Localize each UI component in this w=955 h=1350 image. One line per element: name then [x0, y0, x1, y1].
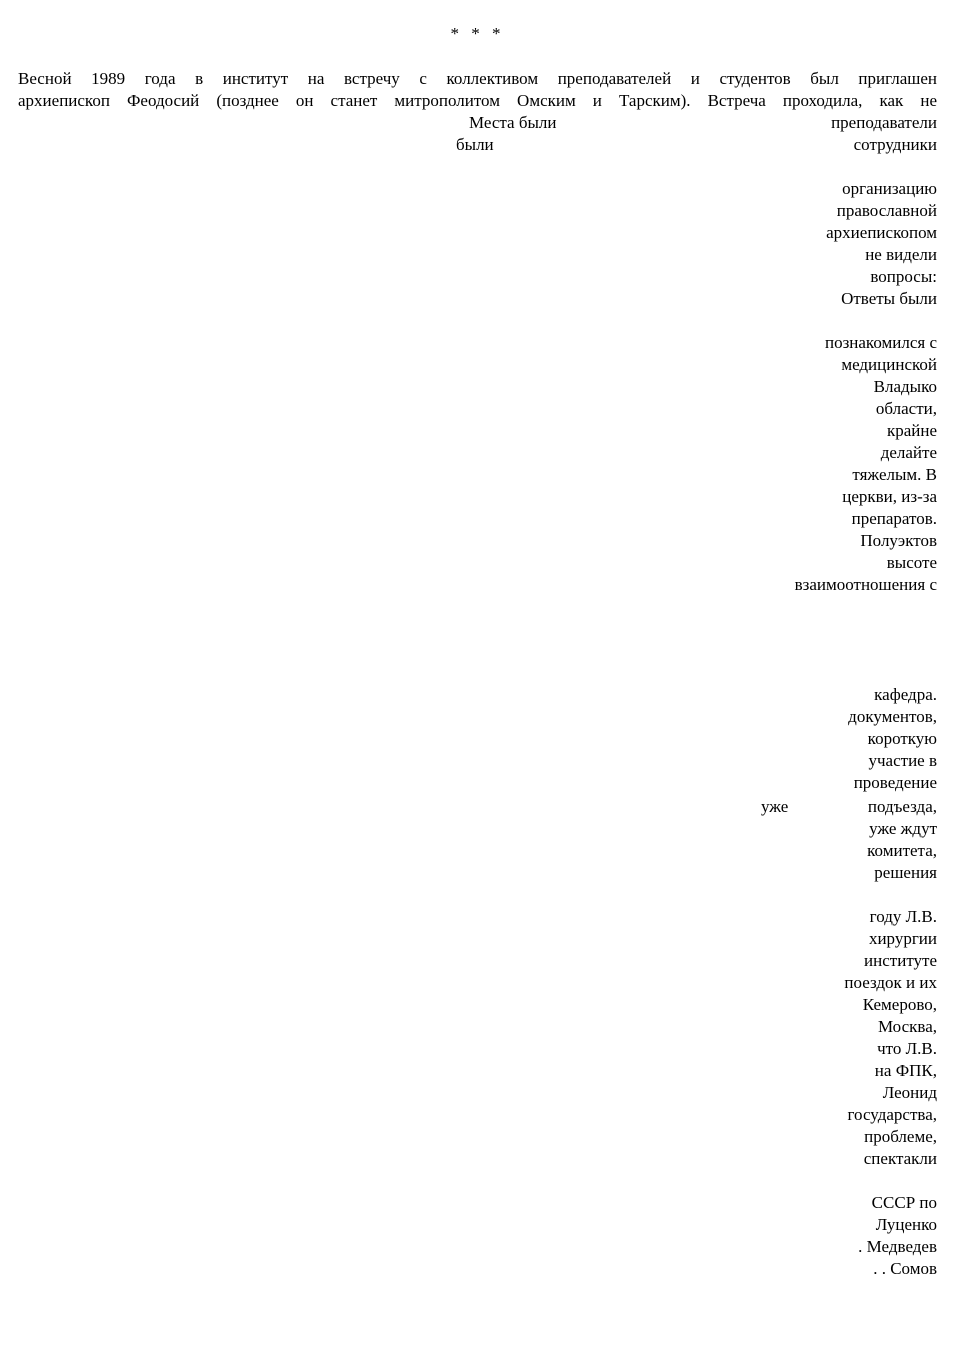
right-line: тяжелым. В: [852, 465, 937, 484]
right-line: преподаватели: [831, 113, 937, 132]
right-line: Леонид: [882, 1083, 937, 1102]
right-line: комитета,: [867, 841, 937, 860]
right-line: . Медведев: [858, 1237, 937, 1256]
right-line: государства,: [847, 1105, 937, 1124]
right-line: короткую: [867, 729, 937, 748]
right-line: вопросы:: [870, 267, 937, 286]
right-line: решения: [874, 863, 937, 882]
right-line: что Л.В.: [877, 1039, 937, 1058]
right-line: подъезда,: [867, 797, 937, 816]
center-fragment-1: Места были: [469, 113, 557, 132]
right-line: уже ждут: [869, 819, 937, 838]
right-line: области,: [875, 399, 937, 418]
right-line: крайне: [886, 421, 937, 440]
right-line: высоте: [886, 553, 937, 572]
right-line: препаратов.: [851, 509, 937, 528]
right-line: Луценко: [875, 1215, 937, 1234]
right-line: Москва,: [877, 1017, 937, 1036]
right-line: участие в: [868, 751, 937, 770]
right-column: [637, 0, 937, 1350]
right-line: Владыко: [873, 377, 937, 396]
right-line: институте: [864, 951, 937, 970]
right-line: архиепископом: [826, 223, 937, 242]
right-line: хирургии: [868, 929, 937, 948]
paragraph-line-1: Весной 1989 года в институт на встречу с коллективом преподавателей и студентов был приглашен: [18, 69, 937, 88]
left-fragment: уже: [761, 797, 789, 816]
right-line: документов,: [848, 707, 937, 726]
right-line: церкви, из-за: [842, 487, 937, 506]
right-line: СССР по: [871, 1193, 937, 1212]
right-line: медицинской: [841, 355, 937, 374]
right-line: проблеме,: [864, 1127, 937, 1146]
right-line: поездок и их: [844, 973, 937, 992]
right-line: не видели: [865, 245, 937, 264]
right-line: познакомился с: [824, 333, 937, 352]
right-line: кафедра.: [874, 685, 937, 704]
right-line: Ответы были: [841, 289, 937, 308]
right-line: на ФПК,: [874, 1061, 937, 1080]
right-line: сотрудники: [853, 135, 937, 154]
right-line: Полуэктов: [860, 531, 937, 550]
right-line: взаимоотношения с: [794, 575, 937, 594]
section-separator: * * *: [450, 24, 505, 43]
right-line: спектакли: [863, 1149, 937, 1168]
right-line: организацию: [842, 179, 937, 198]
paragraph-line-2: архиепископ Феодосий (позднее он станет митрополитом Омским и Тарским). Встреча проходила, как не: [18, 91, 937, 110]
right-line: православной: [836, 201, 937, 220]
right-line: году Л.В.: [869, 907, 937, 926]
right-line: делайте: [880, 443, 937, 462]
right-line: проведение: [853, 773, 937, 792]
right-line: Кемерово,: [862, 995, 937, 1014]
center-fragment-2: были: [456, 135, 494, 154]
right-line: . . Сомов: [873, 1259, 937, 1278]
